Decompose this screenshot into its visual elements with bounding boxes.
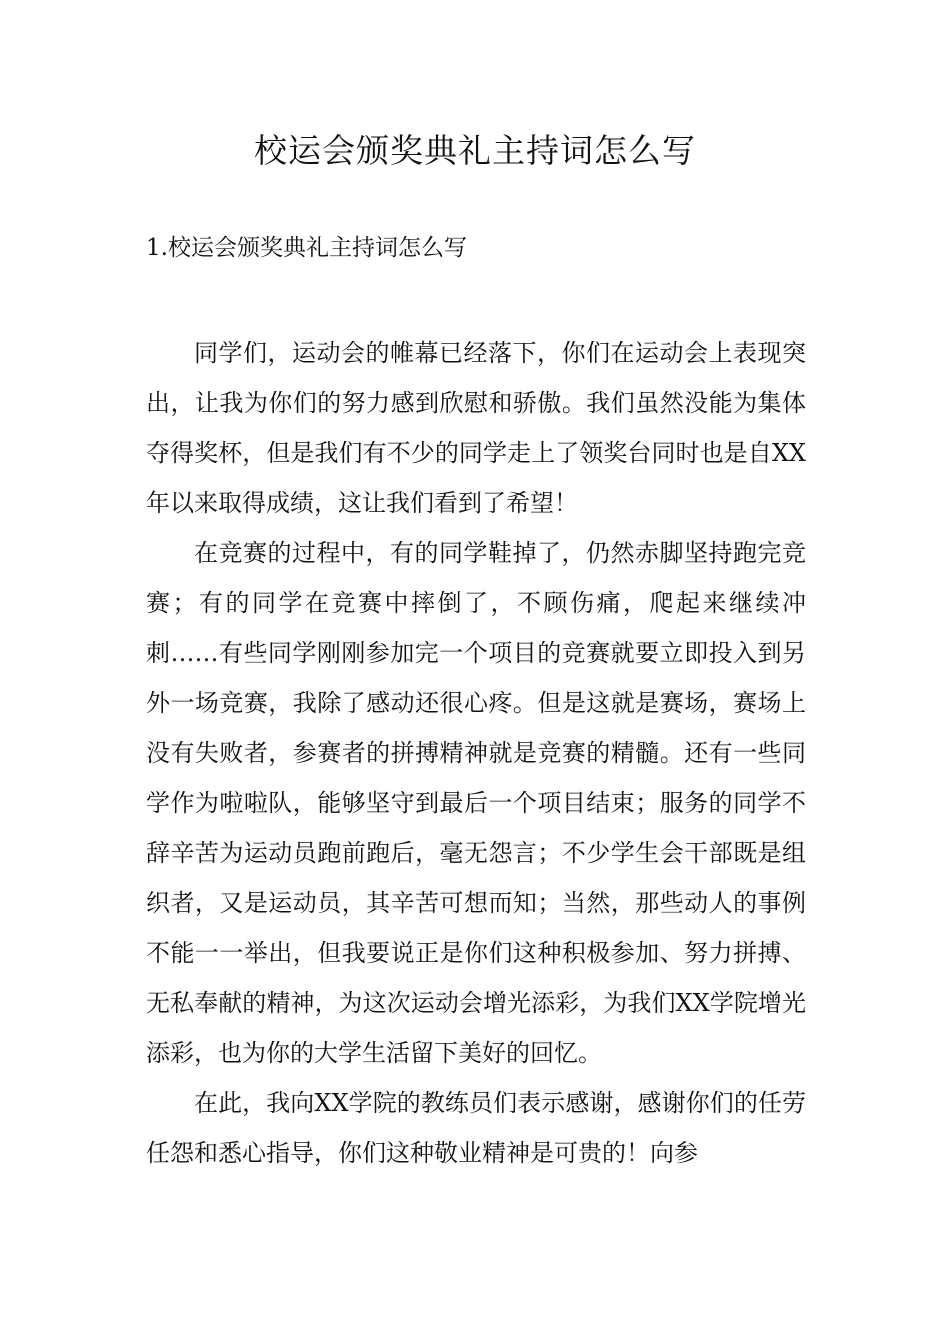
section-heading: 1.校运会颁奖典礼主持词怎么写 [146,235,467,261]
document-body [146,328,806,1178]
document-title: 校运会颁奖典礼主持词怎么写 [254,131,696,170]
paragraph-2: 在竞赛的过程中，有的同学鞋掉了，仍然赤脚坚持跑完竞赛；有的同学在竞赛中摔倒了，不顾伤痛，爬起来继续冲刺……有些同学刚刚参加完一个项目的竞赛就要立即投入到另外一场竞赛，我除了感动还很心疼。但是这就是赛场，赛场上没有失败者，参赛者的拼搏精神就是竞赛的精髓。还有一些同学作为啦啦队，能够坚守到最后一个项目结束；服务的同学不辞辛苦为运动员跑前跑后，毫无怨言；不少学生会干部既是组织者，又是运动员，其辛苦可想而知；当然，那些动人的事例不能一一举出，但我要说正是你们这种积极参加、努力拼搏、无私奉献的精神，为这次运动会增光添彩，为我们XX学院增光添彩，也为你的大学生活留下美好的回忆。 [146,539,806,1067]
paragraph-1: 同学们，运动会的帷幕已经落下，你们在运动会上表现突出，让我为你们的努力感到欣慰和骄傲。我们虽然没能为集体夺得奖杯，但是我们有不少的同学走上了领奖台同时也是自XX年以来取得成绩，这让我们看到了希望！ [146,339,806,517]
paragraph-3: 在此，我向XX学院的教练员们表示感谢，感谢你们的任劳任怨和悉心指导，你们这种敬业精神是可贵的！向参 [146,1089,806,1167]
